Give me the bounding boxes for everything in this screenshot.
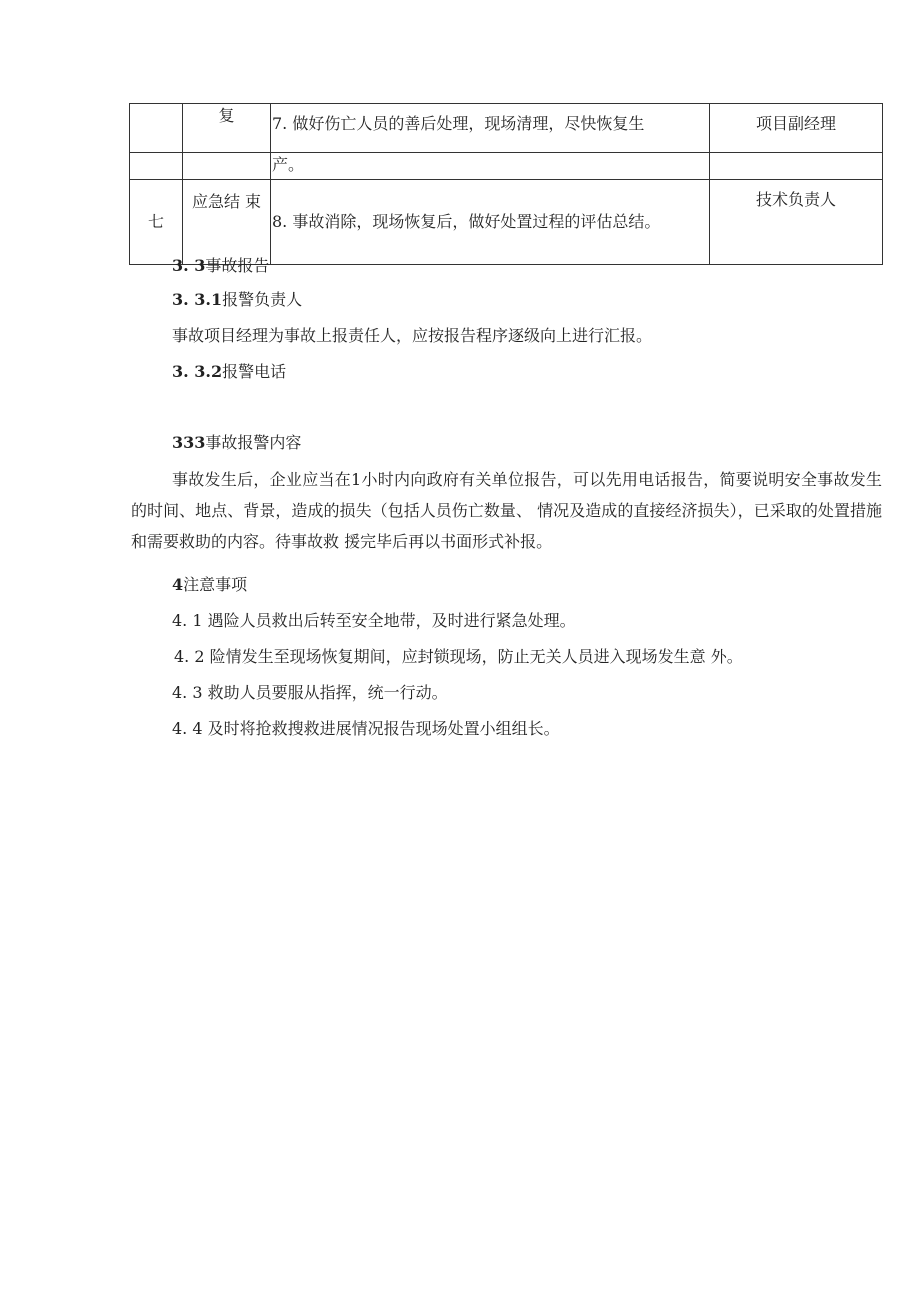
section-title: 注意事项 [183, 575, 248, 594]
paragraph-report-responsible: 事故项目经理为事故上报责任人，应按报告程序逐级向上进行汇报。 [172, 326, 653, 345]
table-cell-responsible: 技术负责人 [710, 180, 883, 265]
table-cell-phase: 应急结 束 [183, 180, 271, 265]
table-cell-responsible: 项目副经理 [710, 104, 883, 153]
table-row [130, 153, 883, 180]
table-cell-number: 七 [130, 180, 183, 265]
section-heading-3-3-2 [172, 362, 286, 382]
section-number: 3. 3.1 [172, 290, 223, 309]
table-cell-number [130, 153, 183, 180]
table-cell-step: 产。 [271, 153, 710, 180]
section-number: 3. 3.2 [172, 362, 223, 381]
table-cell-step: 8. 事故消除，现场恢复后，做好处置过程的评估总结。 [271, 180, 710, 265]
section-heading-3-3-3 [172, 433, 301, 453]
section-number: 333 [172, 433, 206, 452]
table-cell-number [130, 104, 183, 153]
section-heading-3-3 [172, 256, 269, 276]
list-item: 4. 3 救助人员要服从指挥，统一行动。 [172, 683, 448, 702]
table-row [130, 180, 883, 265]
table-cell-phase: 复 [183, 104, 271, 153]
paragraph-alarm-content: 事故发生后，企业应当在1小时内向政府有关单位报告，可以先用电话报告，简要说明安全事故发生的时间、地点、背景，造成的损失（包括人员伤亡数量、 情况及造成的直接经济损失），已采取的处置措施和需要救助的内容。待事故救 援完毕后再以书面形式补报。 [131, 470, 882, 551]
section-number: 3. 3 [172, 256, 206, 275]
section-number: 4 [172, 575, 184, 594]
table-cell-responsible [710, 153, 883, 180]
table-cell-step: 7. 做好伤亡人员的善后处理，现场清理，尽快恢复生 [271, 104, 710, 153]
table-row [130, 104, 883, 153]
section-title: 事故报警内容 [205, 433, 302, 452]
section-title: 事故报告 [205, 256, 270, 275]
table-cell-phase [183, 153, 271, 180]
list-item: 4. 4 及时将抢救搜救进展情况报告现场处置小组组长。 [172, 719, 560, 738]
section-title: 报警负责人 [222, 290, 303, 309]
section-title: 报警电话 [222, 362, 287, 381]
section-heading-3-3-1 [172, 290, 302, 310]
list-item: 4. 1 遇险人员救出后转至安全地带，及时进行紧急处理。 [172, 611, 576, 630]
procedure-table [129, 103, 883, 265]
list-item: 4. 2 险情发生至现场恢复期间，应封锁现场，防止无关人员进入现场发生意 外。 [174, 647, 743, 666]
section-heading-4 [172, 575, 247, 595]
